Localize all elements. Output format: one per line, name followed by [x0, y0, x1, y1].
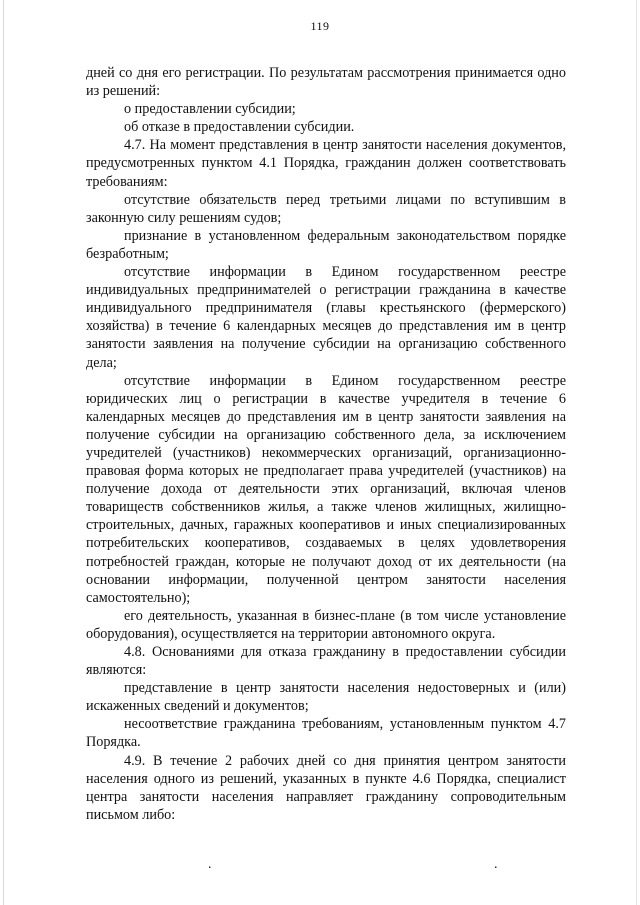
scan-speck: . — [208, 857, 212, 872]
paragraph-4-9: 4.9. В течение 2 рабочих дней со дня принятия центром занятости населения одного из решений, указанных в пункте 4.6 Порядка, специалист центра занятости населения направляет гражданину сопроводительным письмом либо: — [86, 752, 566, 823]
paragraph-refusal-mismatch: несоответствие гражданина требованиям, установленным пунктом 4.7 Порядка. — [86, 716, 566, 751]
paragraph-continuation: дней со дня его регистрации. По результатам рассмотрения принимается одно из решений: — [86, 65, 566, 100]
paragraph-requirement-obligations: отсутствие обязательств перед третьими лицами по вступившим в законную силу решениям судов; — [86, 191, 566, 226]
paragraph-requirement-egrul: отсутствие информации в Едином государственном реестре юридических лиц о регистрации в качестве учредителя в течение 6 календарных месяцев до представления им в центр занятости заявления на получение субсидии на организацию собственного дела, за исключением учредителей (участников) некоммерческих организаций, организационно-правовая форма которых не предполагает права учредителей (участников) на получение дохода от деятельности этих организаций, включая членов товариществ собственников жилья, а также членов жилищных, жилищно-строительных, дачных, гаражных кооперативов и иных специализированных потребительских кооперативов, создаваемых в целях удовлетворения потребностей граждан, которые не получают доход от их деятельности (на основании информации, полученной центром занятости населения самостоятельно); — [86, 372, 566, 606]
paragraph-requirement-egrip: отсутствие информации в Едином государственном реестре индивидуальных предпринимателей о регистрации гражданина в качестве индивидуального предпринимателя (главы крестьянского (фермерского) хозяйства) в течение 6 календарных месяцев до представления им в центр занятости заявления на получение субсидии на организацию собственного дела; — [86, 264, 566, 371]
paragraph-requirement-unemployed: признание в установленном федеральным законодательством порядке безработным; — [86, 227, 566, 262]
body-text — [86, 64, 566, 824]
paragraph-option-grant: о предоставлении субсидии; — [124, 101, 296, 118]
scan-edge-right — [636, 0, 637, 905]
paragraph-4-8: 4.8. Основаниями для отказа гражданину в предоставлении субсидии являются: — [86, 644, 566, 679]
scan-speck: . — [494, 857, 498, 872]
scan-edge-left — [3, 0, 4, 905]
paragraph-4-7: 4.7. На момент представления в центр занятости населения документов, предусмотренных пунктом 4.1 Порядка, гражданин должен соответствовать требованиям: — [86, 137, 566, 190]
paragraph-refusal-false-info: представление в центр занятости населения недостоверных и (или) искаженных сведений и документов; — [86, 680, 566, 715]
page-number: 119 — [310, 19, 330, 33]
paragraph-requirement-territory: его деятельность, указанная в бизнес-плане (в том числе установление оборудования), осуществляется на территории автономного округа. — [86, 607, 566, 642]
paragraph-option-refuse: об отказе в предоставлении субсидии. — [124, 119, 355, 136]
